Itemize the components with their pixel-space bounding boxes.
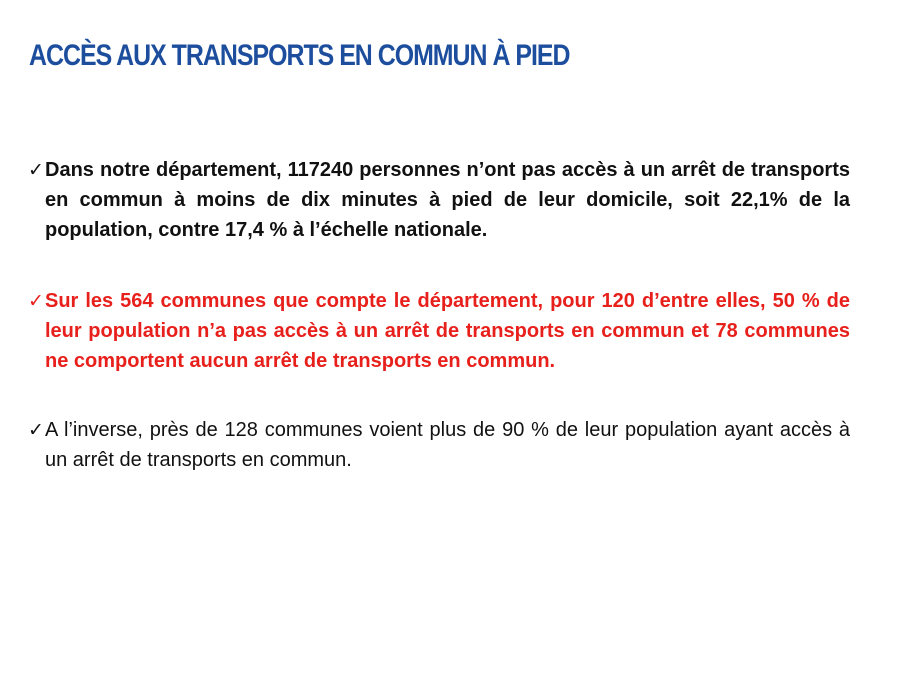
- bullet-text: Sur les 564 communes que compte le département, pour 120 d’entre elles, 50 % de leur population n’a pas accès à un arrêt de transports en commun et 78 communes ne comportent aucun arrêt de transports en commun.: [45, 290, 850, 372]
- bullet-text: A l’inverse, près de 128 communes voient plus de 90 % de leur population ayant accès à un arrêt de transports en commun.: [45, 419, 850, 471]
- bullet-list: [28, 155, 850, 475]
- checkmark-icon: ✓: [28, 159, 44, 181]
- bullet-item-communes-without-access: [28, 286, 850, 376]
- slide-title: ACCÈS AUX TRANSPORTS EN COMMUN À PIED: [29, 39, 570, 72]
- checkmark-icon: ✓: [28, 419, 44, 441]
- bullet-text: Dans notre département, 117240 personnes n’ont pas accès à un arrêt de transports en commun à moins de dix minutes à pied de leur domicile, soit 22,1% de la population, contre 17,4 % à l’échelle nationale.: [45, 159, 850, 241]
- bullet-item-national-comparison: [28, 155, 850, 245]
- bullet-item-communes-with-access: [28, 415, 850, 475]
- checkmark-icon: ✓: [28, 290, 44, 312]
